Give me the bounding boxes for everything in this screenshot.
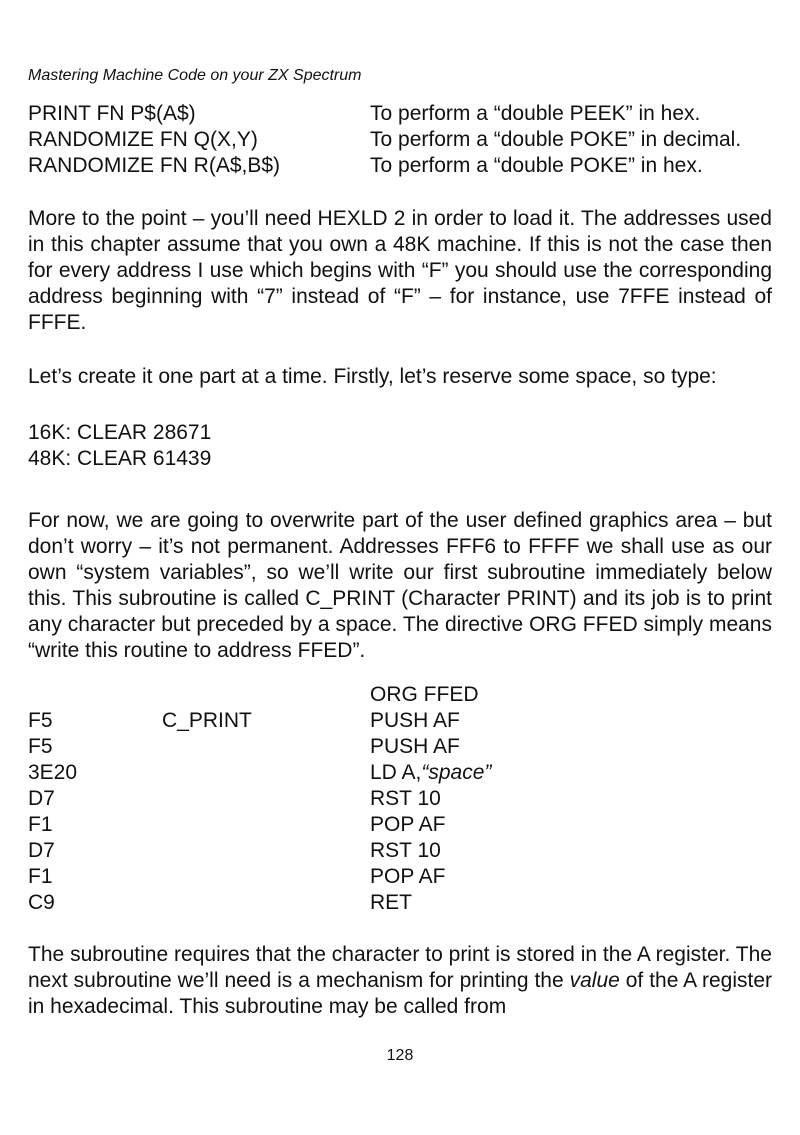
definition-desc: To perform a “double PEEK” in hex. [370,102,701,125]
definition-code: RANDOMIZE FN R(A$,B$) [28,154,281,177]
para4-before: The subroutine requires that the character to print is stored in the A register. The next subroutine we’ll need is a mechanism for printing the [28,943,772,992]
code-hex: F5 [28,709,53,732]
code-label: C_PRINT [162,709,252,732]
definition-row [28,127,741,153]
code-row [28,864,491,890]
code-hex: 3E20 [28,761,78,784]
code-hex: C9 [28,891,55,914]
definition-row [28,101,741,127]
clear-commands [28,420,211,472]
definition-code: RANDOMIZE FN Q(X,Y) [28,128,258,151]
definition-desc: To perform a “double POKE” in hex. [370,154,703,177]
code-label [162,786,370,812]
definition-code: PRINT FN P$(A$) [28,102,196,125]
code-row [28,760,491,786]
code-instr: RST 10 [370,839,441,862]
page-number: 128 [386,1047,414,1064]
code-label [162,812,370,838]
clear-line-48k: 48K: CLEAR 61439 [28,447,212,470]
code-row [28,734,491,760]
code-instr: POP AF [370,813,446,836]
code-instr: RST 10 [370,787,441,810]
code-hex: D7 [28,787,55,810]
assembly-listing [28,682,491,916]
definition-row [28,153,741,179]
code-instr: PUSH AF [370,735,460,758]
code-hex: F1 [28,865,53,888]
code-label [162,890,370,916]
code-row [28,708,491,734]
code-label [162,760,370,786]
paragraph-c-print: For now, we are going to overwrite part of the user defined graphics area – but don’t worry – it’s not permanent. Addresses FFF6 to FFFF we shall use as our own “system variables”, so we’ll write our first subroutine immediately below this. This subroutine is called C_PRINT (Character PRINT) and its job is to print any character but preceded by a space. The directive ORG FFED simply means “write this routine to address FFED”. [28,509,772,662]
code-hex: D7 [28,839,55,862]
running-header: Mastering Machine Code on your ZX Spectrum [28,67,362,84]
code-row [28,682,491,708]
code-instr [370,760,491,786]
code-label [162,734,370,760]
code-label [162,682,370,708]
code-label [162,864,370,890]
para4-italic: value [569,969,620,992]
code-row [28,838,491,864]
code-instr: POP AF [370,865,446,888]
code-instr-italic: “space” [421,761,492,784]
para4-after: of the A register in hexadecimal. This subroutine may be called from [28,969,773,1018]
paragraph-reserve-space: Let’s create it one part at a time. Firstly, let’s reserve some space, so type: [28,365,717,388]
code-label [162,838,370,864]
code-instr: ORG FFED [370,683,479,706]
definition-desc: To perform a “double POKE” in decimal. [370,128,742,151]
code-row [28,812,491,838]
paragraph-subroutine [28,942,772,1020]
code-instr: PUSH AF [370,709,460,732]
code-instr-text: LD A, [370,761,422,784]
clear-line-16k: 16K: CLEAR 28671 [28,421,212,444]
function-definitions [28,101,741,179]
code-instr: RET [370,891,412,914]
code-row [28,890,491,916]
code-hex: F1 [28,813,53,836]
paragraph-hexld: More to the point – you’ll need HEXLD 2 in order to load it. The addresses used in this chapter assume that you own a 48K machine. If this is not the case then for every address I use which begins with “F” you should use the corresponding address beginning with “7” instead of “F” – for instance, use 7FFE instead of FFFE. [28,207,772,334]
code-hex [28,682,162,708]
code-hex: F5 [28,735,53,758]
code-row [28,786,491,812]
